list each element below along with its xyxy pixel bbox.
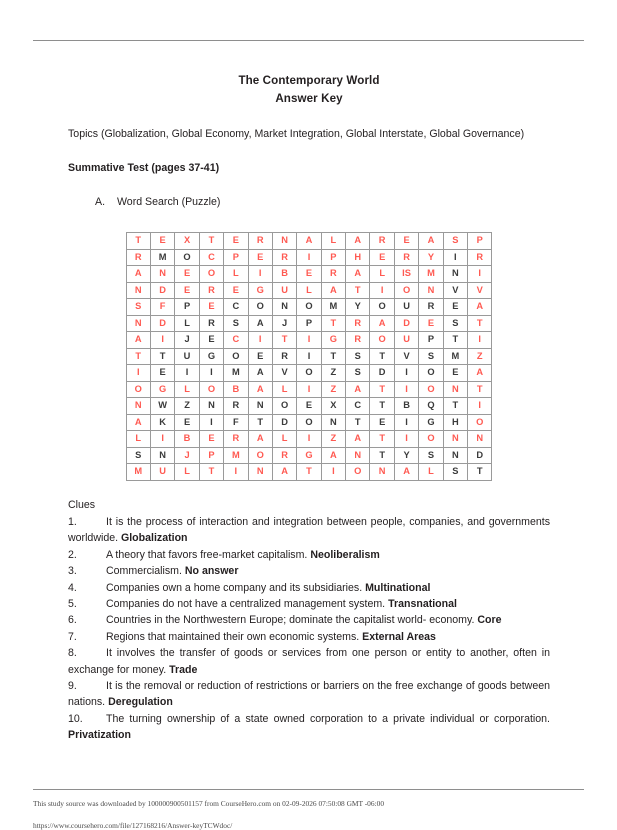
- clue-answer: Deregulation: [108, 696, 173, 709]
- wordsearch-cell: E: [248, 348, 272, 365]
- wordsearch-cell: E: [248, 249, 272, 266]
- wordsearch-cell: V: [272, 365, 296, 382]
- wordsearch-cell: E: [394, 233, 418, 250]
- wordsearch-cell: N: [199, 398, 223, 415]
- wordsearch-cell: O: [468, 414, 492, 431]
- wordsearch-cell: G: [248, 282, 272, 299]
- wordsearch-row: [126, 447, 492, 464]
- clue-text: Commercialism.: [106, 565, 185, 578]
- clue-answer: Privatization: [68, 729, 131, 742]
- top-divider: [33, 40, 584, 41]
- wordsearch-cell: A: [346, 431, 370, 448]
- clues-heading: Clues: [68, 498, 96, 511]
- wordsearch-cell: C: [224, 332, 248, 349]
- wordsearch-cell: T: [126, 348, 150, 365]
- wordsearch-cell: A: [248, 381, 272, 398]
- wordsearch-cell: O: [297, 365, 321, 382]
- wordsearch-cell: L: [370, 266, 394, 283]
- wordsearch-cell: E: [224, 282, 248, 299]
- wordsearch-cell: V: [394, 348, 418, 365]
- wordsearch-cell: S: [126, 299, 150, 316]
- wordsearch-row: [126, 348, 492, 365]
- wordsearch-cell: S: [346, 365, 370, 382]
- wordsearch-cell: G: [150, 381, 174, 398]
- clue-text: Regions that maintained their own economic systems.: [106, 630, 363, 643]
- wordsearch-cell: L: [272, 431, 296, 448]
- wordsearch-cell: E: [370, 414, 394, 431]
- wordsearch-cell: E: [150, 233, 174, 250]
- wordsearch-cell: N: [150, 447, 174, 464]
- wordsearch-cell: A: [272, 464, 296, 481]
- wordsearch-cell: U: [394, 299, 418, 316]
- clue-item: [68, 596, 550, 612]
- wordsearch-cell: A: [468, 299, 492, 316]
- wordsearch-cell: E: [419, 315, 443, 332]
- wordsearch-row: [126, 431, 492, 448]
- clue-number: 9.: [68, 679, 77, 692]
- wordsearch-cell: B: [394, 398, 418, 415]
- wordsearch-cell: L: [175, 381, 199, 398]
- wordsearch-cell: E: [443, 365, 467, 382]
- wordsearch-row: [126, 299, 492, 316]
- wordsearch-cell: O: [297, 414, 321, 431]
- clue-answer: No answer: [184, 565, 239, 578]
- wordsearch-cell: R: [321, 266, 345, 283]
- wordsearch-cell: I: [297, 381, 321, 398]
- wordsearch-cell: O: [370, 299, 394, 316]
- wordsearch-cell: O: [248, 299, 272, 316]
- wordsearch-cell: U: [394, 332, 418, 349]
- section-a-heading: [95, 194, 550, 210]
- wordsearch-cell: D: [370, 365, 394, 382]
- clue-item: [68, 678, 550, 711]
- wordsearch-cell: A: [248, 431, 272, 448]
- wordsearch-cell: A: [297, 233, 321, 250]
- wordsearch-cell: J: [175, 447, 199, 464]
- wordsearch-cell: T: [443, 398, 467, 415]
- wordsearch-cell: R: [199, 282, 223, 299]
- wordsearch-cell: Z: [321, 381, 345, 398]
- wordsearch-cell: H: [346, 249, 370, 266]
- wordsearch-cell: L: [126, 431, 150, 448]
- wordsearch-cell: P: [419, 332, 443, 349]
- wordsearch-cell: A: [394, 464, 418, 481]
- wordsearch-cell: T: [272, 332, 296, 349]
- wordsearch-cell: I: [321, 464, 345, 481]
- clue-text: The turning ownership of a state owned corporation to a private individual or corporation.: [106, 712, 550, 725]
- wordsearch-cell: S: [346, 348, 370, 365]
- wordsearch-cell: S: [419, 447, 443, 464]
- wordsearch-row: [126, 365, 492, 382]
- wordsearch-cell: B: [272, 266, 296, 283]
- wordsearch-cell: U: [175, 348, 199, 365]
- footer-divider: [33, 789, 584, 790]
- wordsearch-cell: R: [272, 348, 296, 365]
- clue-text: It is the process of interaction and integration between people, companies, and governments worldwide.: [68, 515, 550, 545]
- wordsearch-cell: V: [443, 282, 467, 299]
- clue-number: 8.: [68, 647, 77, 660]
- wordsearch-cell: O: [199, 381, 223, 398]
- clue-text: Countries in the Northwestern Europe; dominate the capitalist world- economy.: [106, 614, 478, 627]
- wordsearch-cell: L: [175, 464, 199, 481]
- wordsearch-cell: A: [321, 282, 345, 299]
- wordsearch-cell: S: [224, 315, 248, 332]
- wordsearch-cell: A: [126, 266, 150, 283]
- wordsearch-container: [68, 232, 550, 481]
- wordsearch-cell: T: [370, 431, 394, 448]
- wordsearch-cell: S: [443, 233, 467, 250]
- wordsearch-cell: P: [175, 299, 199, 316]
- wordsearch-cell: Z: [175, 398, 199, 415]
- wordsearch-cell: I: [126, 365, 150, 382]
- wordsearch-cell: N: [370, 464, 394, 481]
- wordsearch-cell: R: [224, 398, 248, 415]
- wordsearch-cell: I: [468, 398, 492, 415]
- wordsearch-cell: I: [199, 365, 223, 382]
- wordsearch-cell: O: [272, 398, 296, 415]
- wordsearch-cell: Y: [419, 249, 443, 266]
- clue-answer: Trade: [169, 663, 198, 676]
- wordsearch-cell: A: [370, 315, 394, 332]
- wordsearch-cell: E: [297, 398, 321, 415]
- wordsearch-row: [126, 315, 492, 332]
- wordsearch-cell: T: [297, 464, 321, 481]
- wordsearch-cell: I: [297, 332, 321, 349]
- wordsearch-cell: E: [297, 266, 321, 283]
- clue-number: 6.: [68, 614, 77, 627]
- wordsearch-cell: I: [248, 266, 272, 283]
- wordsearch-cell: R: [468, 249, 492, 266]
- section-a-letter: A.: [95, 196, 106, 208]
- wordsearch-cell: D: [272, 414, 296, 431]
- wordsearch-cell: M: [224, 447, 248, 464]
- clue-item: [68, 563, 550, 579]
- wordsearch-row: [126, 266, 492, 283]
- wordsearch-cell: L: [272, 381, 296, 398]
- clue-answer: Transnational: [388, 597, 457, 610]
- wordsearch-cell: N: [346, 447, 370, 464]
- wordsearch-cell: T: [321, 315, 345, 332]
- wordsearch-cell: T: [370, 381, 394, 398]
- wordsearch-cell: R: [370, 233, 394, 250]
- wordsearch-cell: N: [443, 381, 467, 398]
- wordsearch-cell: P: [468, 233, 492, 250]
- wordsearch-cell: T: [199, 233, 223, 250]
- wordsearch-cell: T: [321, 348, 345, 365]
- source-url[interactable]: https://www.coursehero.com/file/127168216/Answer-keyTCWdoc/: [33, 821, 233, 830]
- wordsearch-cell: Z: [321, 365, 345, 382]
- wordsearch-grid: [126, 232, 493, 481]
- wordsearch-cell: R: [394, 249, 418, 266]
- download-notice: This study source was downloaded by 100000900501157 from CourseHero.com on 02-09-2026 07:50:08 GMT -06:00: [33, 799, 385, 808]
- wordsearch-cell: O: [248, 447, 272, 464]
- wordsearch-cell: R: [199, 315, 223, 332]
- wordsearch-cell: A: [321, 447, 345, 464]
- wordsearch-cell: K: [150, 414, 174, 431]
- clue-item: [68, 612, 550, 628]
- wordsearch-cell: C: [346, 398, 370, 415]
- wordsearch-cell: U: [150, 464, 174, 481]
- page-subtitle: Answer Key: [275, 92, 343, 105]
- wordsearch-cell: I: [297, 431, 321, 448]
- clue-item: [68, 580, 550, 596]
- wordsearch-cell: N: [126, 282, 150, 299]
- wordsearch-cell: G: [321, 332, 345, 349]
- wordsearch-cell: Y: [394, 447, 418, 464]
- wordsearch-cell: G: [199, 348, 223, 365]
- clues-section: [68, 497, 550, 744]
- wordsearch-cell: D: [394, 315, 418, 332]
- wordsearch-cell: D: [150, 282, 174, 299]
- wordsearch-cell: D: [150, 315, 174, 332]
- wordsearch-cell: T: [150, 348, 174, 365]
- wordsearch-cell: T: [468, 381, 492, 398]
- wordsearch-cell: M: [126, 464, 150, 481]
- wordsearch-cell: R: [224, 431, 248, 448]
- clue-number: 5.: [68, 597, 77, 610]
- wordsearch-cell: T: [370, 348, 394, 365]
- wordsearch-cell: J: [175, 332, 199, 349]
- clue-text: Companies do not have a centralized management system.: [106, 597, 389, 610]
- wordsearch-cell: S: [419, 348, 443, 365]
- wordsearch-cell: I: [370, 282, 394, 299]
- wordsearch-cell: S: [443, 315, 467, 332]
- wordsearch-cell: R: [272, 447, 296, 464]
- clue-number: 4.: [68, 581, 77, 594]
- wordsearch-cell: N: [272, 233, 296, 250]
- wordsearch-cell: E: [199, 431, 223, 448]
- wordsearch-cell: I: [297, 348, 321, 365]
- wordsearch-cell: I: [394, 414, 418, 431]
- wordsearch-cell: I: [468, 266, 492, 283]
- wordsearch-cell: B: [224, 381, 248, 398]
- wordsearch-cell: A: [126, 332, 150, 349]
- wordsearch-cell: N: [248, 398, 272, 415]
- wordsearch-cell: R: [248, 233, 272, 250]
- wordsearch-cell: T: [468, 464, 492, 481]
- wordsearch-cell: E: [224, 233, 248, 250]
- wordsearch-cell: O: [175, 249, 199, 266]
- clue-answer: Globalization: [121, 532, 188, 545]
- wordsearch-cell: C: [199, 249, 223, 266]
- wordsearch-cell: U: [272, 282, 296, 299]
- wordsearch-cell: I: [224, 464, 248, 481]
- wordsearch-cell: E: [175, 414, 199, 431]
- wordsearch-cell: L: [297, 282, 321, 299]
- wordsearch-cell: A: [248, 365, 272, 382]
- wordsearch-cell: R: [346, 332, 370, 349]
- wordsearch-row: [126, 464, 492, 481]
- wordsearch-cell: R: [126, 249, 150, 266]
- clue-number: 7.: [68, 630, 77, 643]
- clue-number: 3.: [68, 565, 77, 578]
- wordsearch-cell: E: [199, 299, 223, 316]
- wordsearch-cell: T: [199, 464, 223, 481]
- wordsearch-cell: L: [419, 464, 443, 481]
- wordsearch-cell: A: [248, 315, 272, 332]
- wordsearch-cell: F: [224, 414, 248, 431]
- wordsearch-cell: N: [248, 464, 272, 481]
- wordsearch-cell: I: [468, 332, 492, 349]
- wordsearch-cell: L: [321, 233, 345, 250]
- clue-answer: Core: [477, 614, 502, 627]
- wordsearch-cell: Y: [346, 299, 370, 316]
- clue-number: 2.: [68, 548, 77, 561]
- wordsearch-cell: Z: [468, 348, 492, 365]
- wordsearch-cell: O: [419, 431, 443, 448]
- wordsearch-cell: Q: [419, 398, 443, 415]
- wordsearch-cell: E: [175, 266, 199, 283]
- clue-number: 1.: [68, 515, 77, 528]
- wordsearch-cell: O: [199, 266, 223, 283]
- clue-item: [68, 629, 550, 645]
- wordsearch-cell: T: [248, 414, 272, 431]
- wordsearch-cell: N: [443, 447, 467, 464]
- wordsearch-cell: I: [248, 332, 272, 349]
- wordsearch-cell: I: [443, 249, 467, 266]
- wordsearch-cell: A: [468, 365, 492, 382]
- clue-text: It is the removal or reduction of restrictions or barriers on the free exchange of goods between nations.: [68, 679, 550, 709]
- wordsearch-cell: O: [126, 381, 150, 398]
- wordsearch-cell: A: [346, 233, 370, 250]
- wordsearch-cell: N: [443, 266, 467, 283]
- wordsearch-cell: T: [370, 447, 394, 464]
- wordsearch-cell: N: [443, 431, 467, 448]
- wordsearch-cell: A: [419, 233, 443, 250]
- wordsearch-cell: N: [272, 299, 296, 316]
- wordsearch-cell: T: [443, 332, 467, 349]
- wordsearch-cell: I: [297, 249, 321, 266]
- wordsearch-cell: O: [419, 365, 443, 382]
- wordsearch-cell: G: [297, 447, 321, 464]
- wordsearch-cell: C: [224, 299, 248, 316]
- wordsearch-cell: N: [321, 414, 345, 431]
- wordsearch-cell: O: [346, 464, 370, 481]
- wordsearch-cell: O: [297, 299, 321, 316]
- wordsearch-cell: T: [346, 282, 370, 299]
- wordsearch-cell: P: [224, 249, 248, 266]
- wordsearch-row: [126, 332, 492, 349]
- clue-text: It involves the transfer of goods or services from one person or entity to another, often in exchange for money.: [68, 647, 550, 676]
- wordsearch-row: [126, 381, 492, 398]
- wordsearch-cell: I: [199, 414, 223, 431]
- wordsearch-cell: O: [224, 348, 248, 365]
- wordsearch-cell: X: [321, 398, 345, 415]
- wordsearch-row: [126, 249, 492, 266]
- clue-number: 10.: [68, 712, 83, 725]
- wordsearch-cell: I: [150, 332, 174, 349]
- wordsearch-cell: I: [175, 365, 199, 382]
- wordsearch-cell: O: [370, 332, 394, 349]
- wordsearch-cell: N: [468, 431, 492, 448]
- wordsearch-cell: T: [468, 315, 492, 332]
- wordsearch-cell: B: [175, 431, 199, 448]
- wordsearch-cell: G: [419, 414, 443, 431]
- wordsearch-cell: V: [468, 282, 492, 299]
- wordsearch-cell: Z: [321, 431, 345, 448]
- wordsearch-cell: A: [126, 414, 150, 431]
- wordsearch-cell: P: [321, 249, 345, 266]
- wordsearch-row: [126, 414, 492, 431]
- wordsearch-row: [126, 233, 492, 250]
- clue-item: [68, 514, 550, 547]
- clue-text: Companies own a home company and its subsidiaries.: [106, 581, 366, 594]
- wordsearch-cell: P: [199, 447, 223, 464]
- wordsearch-row: [126, 282, 492, 299]
- clue-answer: External Areas: [362, 630, 436, 643]
- wordsearch-cell: M: [224, 365, 248, 382]
- wordsearch-cell: M: [443, 348, 467, 365]
- wordsearch-cell: I: [150, 431, 174, 448]
- wordsearch-cell: M: [419, 266, 443, 283]
- wordsearch-cell: R: [346, 315, 370, 332]
- wordsearch-cell: N: [419, 282, 443, 299]
- wordsearch-cell: L: [175, 315, 199, 332]
- wordsearch-cell: D: [468, 447, 492, 464]
- wordsearch-cell: E: [199, 332, 223, 349]
- wordsearch-cell: O: [394, 282, 418, 299]
- wordsearch-cell: I: [394, 381, 418, 398]
- wordsearch-cell: A: [346, 381, 370, 398]
- wordsearch-cell: T: [370, 398, 394, 415]
- wordsearch-cell: O: [419, 381, 443, 398]
- wordsearch-cell: E: [175, 282, 199, 299]
- wordsearch-cell: J: [272, 315, 296, 332]
- clue-answer: Multinational: [365, 581, 431, 594]
- wordsearch-cell: T: [126, 233, 150, 250]
- wordsearch-cell: E: [150, 365, 174, 382]
- clue-item: [68, 711, 550, 744]
- summative-test-heading: Summative Test (pages 37-41): [68, 162, 220, 174]
- wordsearch-cell: IS: [394, 266, 418, 283]
- topics-paragraph: Topics (Globalization, Global Economy, Market Integration, Global Interstate, Global Governance): [68, 128, 525, 140]
- clue-text: A theory that favors free-market capitalism.: [106, 548, 311, 561]
- wordsearch-cell: A: [346, 266, 370, 283]
- wordsearch-cell: M: [150, 249, 174, 266]
- wordsearch-cell: F: [150, 299, 174, 316]
- clue-item: [68, 645, 550, 678]
- document-content: [68, 58, 550, 744]
- wordsearch-cell: X: [175, 233, 199, 250]
- clue-answer: Neoliberalism: [310, 548, 380, 561]
- wordsearch-cell: E: [443, 299, 467, 316]
- wordsearch-cell: S: [126, 447, 150, 464]
- wordsearch-cell: I: [394, 365, 418, 382]
- wordsearch-cell: E: [370, 249, 394, 266]
- wordsearch-cell: N: [126, 315, 150, 332]
- wordsearch-cell: N: [150, 266, 174, 283]
- page-title: The Contemporary World: [238, 74, 380, 87]
- wordsearch-cell: I: [394, 431, 418, 448]
- wordsearch-row: [126, 398, 492, 415]
- section-a-label: Word Search (Puzzle): [117, 196, 221, 208]
- wordsearch-cell: T: [346, 414, 370, 431]
- clue-item: [68, 547, 550, 563]
- wordsearch-cell: P: [297, 315, 321, 332]
- wordsearch-cell: H: [443, 414, 467, 431]
- wordsearch-cell: M: [321, 299, 345, 316]
- wordsearch-cell: R: [272, 249, 296, 266]
- wordsearch-cell: W: [150, 398, 174, 415]
- wordsearch-cell: N: [126, 398, 150, 415]
- wordsearch-cell: L: [224, 266, 248, 283]
- wordsearch-cell: S: [443, 464, 467, 481]
- wordsearch-cell: R: [419, 299, 443, 316]
